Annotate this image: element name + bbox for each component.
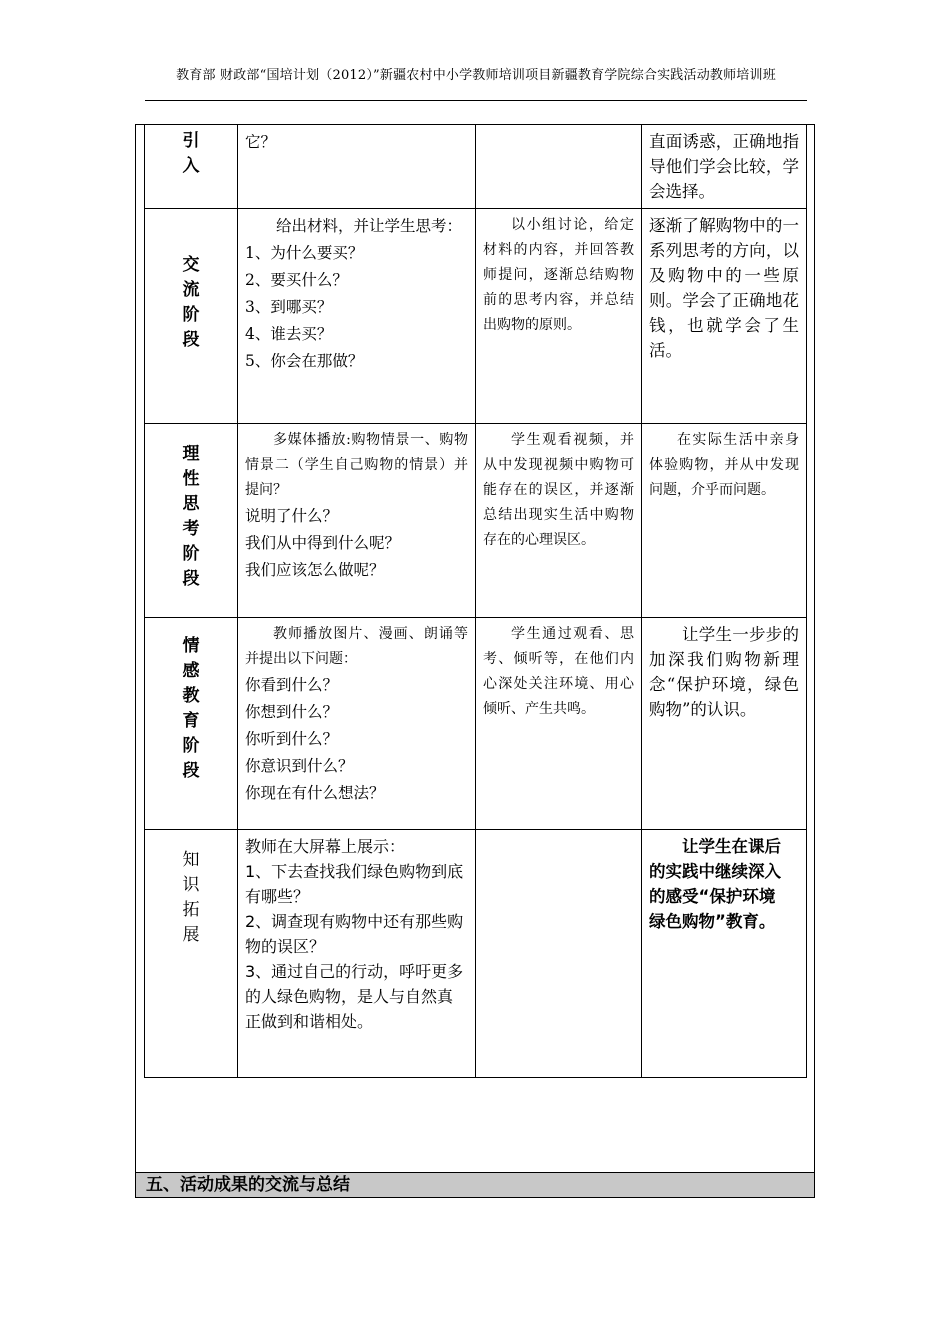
teacher-text: 教师在大屏幕上展示： — [245, 837, 406, 856]
intent-text: 直面诱惑，正确地指导他们学会比较，学会选择。 — [649, 132, 799, 201]
design-intent-cell — [642, 209, 807, 424]
table-row-intro — [145, 125, 807, 209]
stage-cell — [145, 830, 238, 1078]
teacher-text: 教师播放图片、漫画、朗诵等并提出以下问题： — [245, 626, 468, 667]
teacher-question: 你看到什么？ — [245, 676, 339, 694]
intent-text: 让学生一步步的加深我们购物新理念“保护环境，绿色购物”的认识。 — [649, 625, 799, 719]
teacher-question: 2、要买什么？ — [245, 271, 348, 289]
intent-text: 在实际生活中亲身体验购物，并从中发现问题，介乎而问题。 — [649, 432, 799, 498]
table-row-emotion — [145, 618, 807, 830]
stage-label: 理性思考阶段 — [182, 444, 200, 589]
stage-label: 知识拓展 — [182, 850, 200, 945]
activity-table — [144, 124, 807, 1078]
student-text: 学生通过观看、思考、倾听等，在他们内心深处关注环境、用心倾听、产生共鸣。 — [483, 626, 634, 717]
table-row-exchange — [145, 209, 807, 424]
teacher-question: 4、谁去买？ — [245, 325, 333, 343]
teacher-item: 1、下去查找我们绿色购物到底有哪些？ — [245, 862, 464, 906]
teacher-text: 多媒体播放:购物情景一、购物情景二（学生自己购物的情景）并提问？ — [245, 432, 468, 498]
teacher-question: 你想到什么？ — [245, 703, 339, 721]
design-intent-cell — [642, 424, 807, 618]
teacher-question: 你意识到什么？ — [245, 757, 354, 775]
student-text: 以小组讨论，给定材料的内容，并回答教师提问，逐渐总结购物前的思考内容，并总结出购物的原则。 — [483, 217, 634, 333]
table-row-extension — [145, 830, 807, 1078]
header-divider — [145, 100, 807, 101]
student-activity-cell — [476, 830, 642, 1078]
section-heading: 五、活动成果的交流与总结 — [135, 1172, 815, 1198]
student-text: 学生观看视频，并从中发现视频中购物可能存在的误区，并逐渐总结出现实生活中购物存在的心理误区。 — [483, 432, 634, 548]
teacher-activity-cell — [238, 209, 476, 424]
stage-cell — [145, 618, 238, 830]
design-intent-cell — [642, 830, 807, 1078]
stage-label: 交流阶段 — [182, 255, 200, 350]
teacher-question: 说明了什么？ — [245, 507, 339, 525]
stage-label: 情感教育阶段 — [182, 636, 200, 781]
stage-cell — [145, 125, 238, 209]
teacher-text: 给出材料，并让学生思考： — [276, 217, 463, 235]
student-activity-cell — [476, 424, 642, 618]
design-intent-cell — [642, 618, 807, 830]
intent-text: 逐渐了解购物中的一系列思考的方向，以及购物中的一些原则。学会了正确地花钱，也就学会了生活。 — [649, 216, 799, 360]
teacher-question: 5、你会在那做？ — [245, 352, 364, 370]
teacher-question: 你现在有什么想法？ — [245, 784, 385, 802]
student-activity-cell — [476, 618, 642, 830]
teacher-activity-cell — [238, 424, 476, 618]
design-intent-cell — [642, 125, 807, 209]
page-header: 教育部 财政部“国培计划（2012）”新疆农村中小学教师培训项目新疆教育学院综合实践活动教师培训班 — [176, 68, 776, 83]
teacher-question: 3、到哪买？ — [245, 298, 333, 316]
stage-cell — [145, 209, 238, 424]
teacher-item: 3、通过自己的行动，呼吁更多的人绿色购物，是人与自然真正做到和谐相处。 — [245, 962, 464, 1031]
teacher-question: 我们从中得到什么呢？ — [245, 534, 401, 552]
teacher-text: 它？ — [245, 133, 277, 151]
student-activity-cell — [476, 209, 642, 424]
teacher-activity-cell — [238, 830, 476, 1078]
table-row-rational — [145, 424, 807, 618]
teacher-item: 2、调查现有购物中还有那些购物的误区？ — [245, 912, 464, 956]
teacher-activity-cell — [238, 618, 476, 830]
teacher-question: 1、为什么要买？ — [245, 244, 364, 262]
stage-cell — [145, 424, 238, 618]
intent-text: 让学生在课后的实践中继续深入的感受“保护环境绿色购物”教育。 — [649, 837, 781, 931]
teacher-question: 你听到什么？ — [245, 730, 339, 748]
stage-label: 引入 — [182, 131, 200, 176]
student-activity-cell — [476, 125, 642, 209]
teacher-activity-cell — [238, 125, 476, 209]
teacher-question: 我们应该怎么做呢？ — [245, 561, 385, 579]
